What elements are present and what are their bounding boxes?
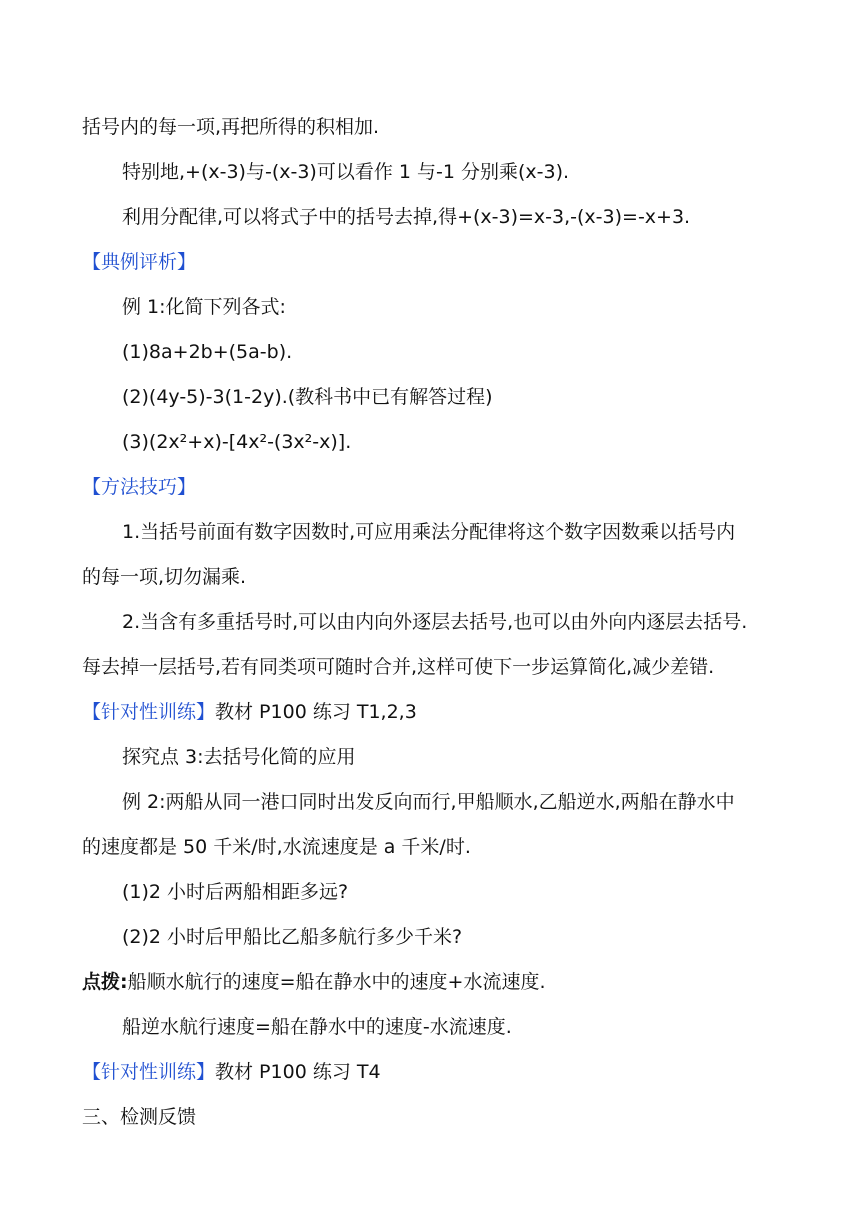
- example2-line-2: 的速度都是 50 千米/时,水流速度是 a 千米/时.: [82, 836, 471, 858]
- intro-line-1: 括号内的每一项,再把所得的积相加.: [82, 116, 380, 138]
- example2-line-1: 例 2:两船从同一港口同时出发反向而行,甲船顺水,乙船逆水,两船在静水中: [122, 791, 735, 813]
- practice1-heading: 【针对性训练】: [82, 701, 216, 723]
- intro-line-3: 利用分配律,可以将式子中的括号去掉,得+(x-3)=x-3,-(x-3)=-x+3.: [122, 206, 691, 228]
- intro-line-2: 特别地,+(x-3)与-(x-3)可以看作 1 与-1 分别乘(x-3).: [122, 161, 570, 183]
- practice2-heading: 【针对性训练】: [82, 1061, 216, 1083]
- hint-line-1: [82, 969, 546, 995]
- tip2-line-1: 2.当含有多重括号时,可以由内向外逐层去括号,也可以由外向内逐层去括号.: [122, 611, 748, 633]
- explore3-title: 探究点 3:去括号化简的应用: [122, 746, 356, 768]
- example1-title: 例 1:化简下列各式:: [122, 296, 286, 318]
- method-heading: 【方法技巧】: [82, 476, 197, 498]
- tip1-line-1: 1.当括号前面有数字因数时,可应用乘法分配律将这个数字因数乘以括号内: [122, 521, 736, 543]
- hint-label: 点拨:: [82, 971, 128, 993]
- example1-item-3: (3)(2x²+x)-[4x²-(3x²-x)].: [122, 431, 352, 453]
- tip2-line-2: 每去掉一层括号,若有同类项可随时合并,这样可使下一步运算简化,减少差错.: [82, 656, 715, 678]
- examples-heading: 【典例评析】: [82, 251, 197, 273]
- practice2-line: [82, 1059, 381, 1085]
- example1-item-1: (1)8a+2b+(5a-b).: [122, 341, 293, 363]
- tip1-line-2: 的每一项,切勿漏乘.: [82, 566, 247, 588]
- practice1-line: [82, 699, 417, 725]
- hint-text-1: 船顺水航行的速度=船在静水中的速度+水流速度.: [127, 971, 546, 993]
- example2-question-2: (2)2 小时后甲船比乙船多航行多少千米?: [122, 926, 463, 948]
- hint-line-2: 船逆水航行速度=船在静水中的速度-水流速度.: [122, 1016, 512, 1038]
- practice1-text: 教材 P100 练习 T1,2,3: [215, 701, 417, 723]
- example1-item-2: (2)(4y-5)-3(1-2y).(教科书中已有解答过程): [122, 386, 493, 408]
- section3-heading: 三、检测反馈: [82, 1106, 197, 1128]
- practice2-text: 教材 P100 练习 T4: [215, 1061, 381, 1083]
- example2-question-1: (1)2 小时后两船相距多远?: [122, 881, 349, 903]
